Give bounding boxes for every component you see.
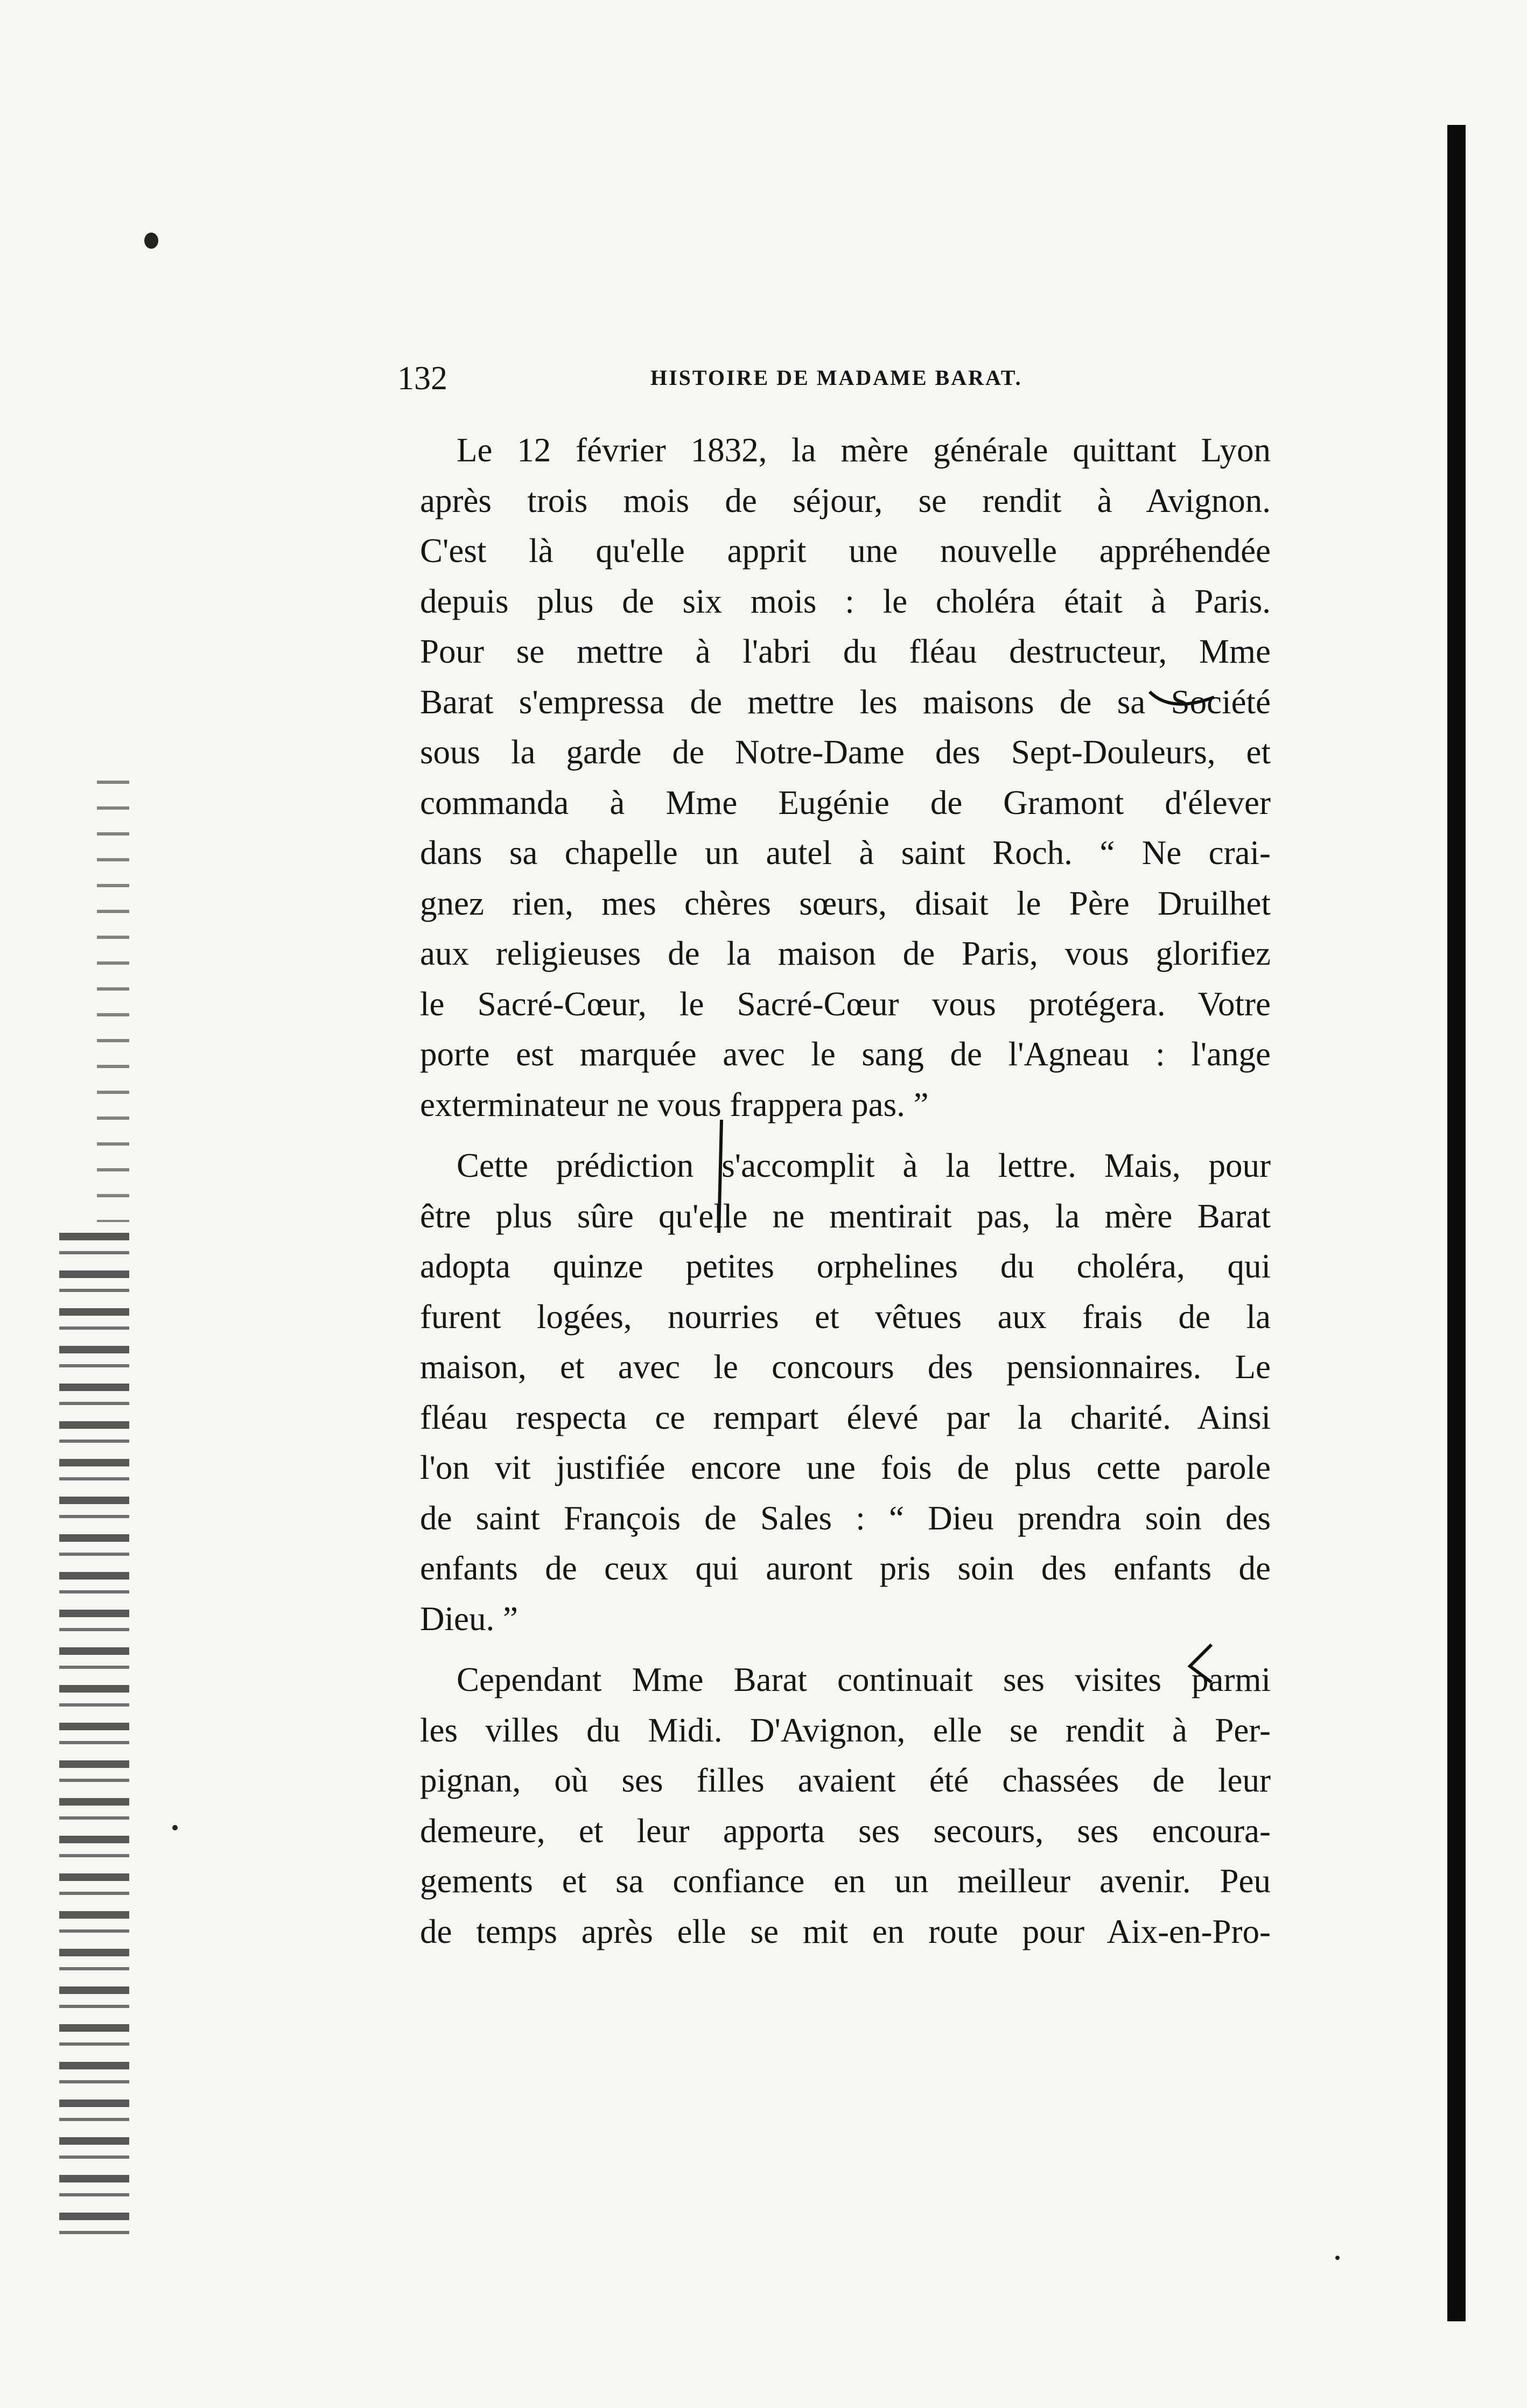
text-line: maison, et avec le concours des pensionnaires. Le (420, 1348, 1271, 1386)
text-line: commanda à Mme Eugénie de Gramont d'élever (420, 783, 1271, 822)
text-line: adopta quinze petites orphelines du choléra, qui (420, 1247, 1271, 1285)
text-line: Dieu. ” (420, 1599, 518, 1638)
page-number: 132 (397, 360, 447, 397)
text-line: gements et sa confiance en un meilleur avenir. Peu (420, 1862, 1271, 1900)
text-line: furent logées, nourries et vêtues aux frais de la (420, 1297, 1271, 1336)
text-line: Pour se mettre à l'abri du fléau destructeur, Mme (420, 633, 1271, 670)
text-line: aux religieuses de la maison de Paris, vous glorifiez (420, 935, 1271, 972)
text-line: gnez rien, mes chères sœurs, disait le Père Druilhet (420, 884, 1271, 922)
text-line: de saint François de Sales : “ Dieu prendra soin des (420, 1499, 1271, 1537)
text-line: fléau respecta ce rempart élevé par la charité. Ainsi (420, 1398, 1271, 1436)
text-line: le Sacré-Cœur, le Sacré-Cœur vous protégera. Votre (420, 985, 1271, 1023)
text-line: Le 12 février 1832, la mère générale quittant Lyon (457, 431, 1271, 469)
text-line: l'on vit justifiée encore une fois de plus cette parole (420, 1449, 1271, 1486)
text-line: exterminateur ne vous frappera pas. ” (420, 1085, 929, 1124)
text-line: être plus sûre qu'elle ne mentirait pas, la mère Barat (420, 1197, 1271, 1235)
text-line: depuis plus de six mois : le choléra était à Paris. (420, 582, 1271, 620)
text-line: de temps après elle se mit en route pour Aix-en-Pro- (420, 1912, 1271, 1950)
text-line: les villes du Midi. D'Avignon, elle se rendit à Per- (420, 1711, 1271, 1749)
text-line: pignan, où ses filles avaient été chassées de leur (420, 1761, 1271, 1799)
text-line: Cependant Mme Barat continuait ses visites parmi (457, 1661, 1271, 1698)
text-line: dans sa chapelle un autel à saint Roch. “ Ne crai- (420, 834, 1271, 872)
pen-mark-societe (1150, 692, 1214, 704)
text-line: Cette prédiction s'accomplit à la lettre. Mais, pour (457, 1147, 1271, 1184)
text-line: demeure, et leur apporta ses secours, ses encoura- (420, 1812, 1271, 1850)
text-line: porte est marquée avec le sang de l'Agneau : l'ange (420, 1035, 1271, 1073)
text-line: sous la garde de Notre-Dame des Sept-Douleurs, et (420, 733, 1271, 771)
text-line: Barat s'empressa de mettre les maisons de sa Société (420, 683, 1271, 721)
running-title: HISTOIRE DE MADAME BARAT. (650, 366, 1022, 390)
text-line: après trois mois de séjour, se rendit à Avignon. (420, 481, 1271, 519)
pen-mark-visites (1190, 1645, 1211, 1682)
pen-mark-prediction (719, 1120, 722, 1233)
text-line: C'est là qu'elle apprit une nouvelle appréhendée (420, 532, 1271, 570)
text-line: enfants de ceux qui auront pris soin des enfants de (420, 1549, 1271, 1587)
